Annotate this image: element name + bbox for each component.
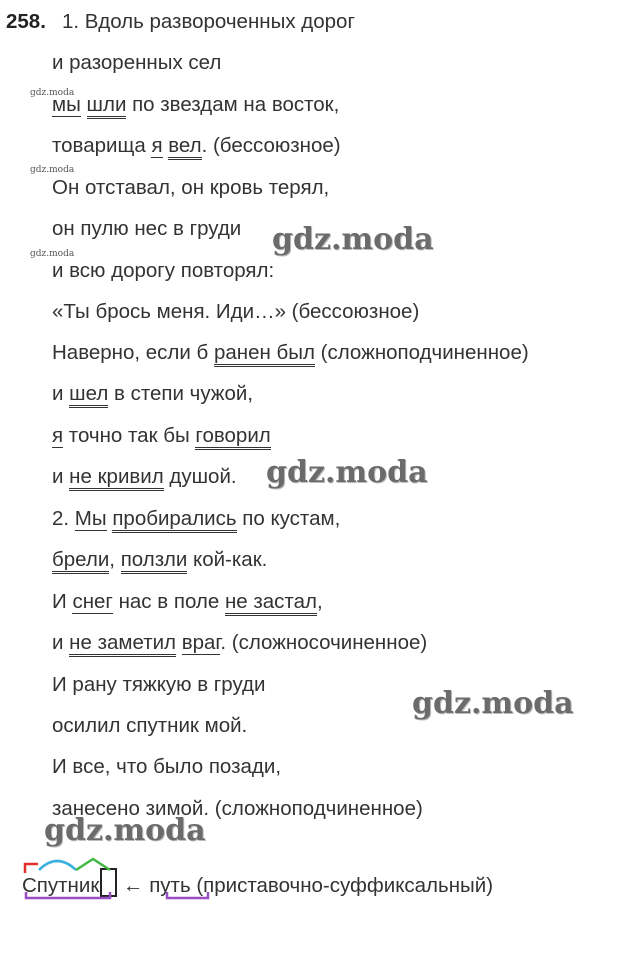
text: по звездам на восток, [126,93,340,116]
poem-line-18: осилил спутник мой. [52,714,248,737]
poem-line-20: занесено зимой. (сложноподчиненное) [52,797,423,820]
subject: мы [52,93,81,116]
text: нас в поле [112,590,225,613]
predicate: шел [69,382,108,408]
text: и [52,631,70,654]
poem-line-2: и разоренных сел [52,51,222,74]
watermark: gdz.moda [412,686,574,721]
predicate: шли [87,93,127,119]
watermark-small: gdz.moda [30,165,75,175]
subject: Мы [74,507,107,530]
predicate: не кривил [69,465,164,491]
watermark-small: gdz.moda [30,249,75,259]
predicate: вел [168,134,201,160]
subject: я [151,134,163,157]
predicate: пробирались [112,507,236,533]
poem-line-8: «Ты брось меня. Иди…» (бессоюзное) [52,300,420,323]
text: и [52,382,70,405]
text: точно так бы [63,424,196,447]
watermark: gdz.moda [266,455,428,490]
text: в степи чужой, [108,382,254,405]
text: Наверно, если б [52,341,214,364]
text: 2. [52,507,75,530]
analyzed-word: Спутник [22,874,100,897]
predicate: ползли [121,548,188,574]
derivation-arrow: ← [123,874,144,897]
subject: снег [72,590,113,613]
predicate: брели [52,548,109,574]
formation-method: (приставочно-суффиксальный) [196,874,494,897]
text: . (сложносочиненное) [220,631,428,654]
text: по кустам, [236,507,341,530]
text: кой-как. [187,548,268,571]
poem-line-17: И рану тяжкую в груди [52,673,266,696]
watermark: gdz.moda [272,222,434,257]
text: товарища [52,134,152,157]
suffix-mark [76,859,110,870]
poem-line-5: Он отставал, он кровь терял, [52,176,330,199]
poem-line-19: И все, что было позади, [52,755,282,778]
text: И [52,590,73,613]
text: , [109,548,121,571]
source-word: путь [149,874,191,897]
root-arc [39,861,76,870]
text: душой. [163,465,237,488]
word-base-bracket [26,892,110,898]
prefix-mark [25,864,38,873]
subject: враг [181,631,221,654]
predicate: не заметил [69,631,176,657]
poem-line-6: он пулю нес в груди [52,217,242,240]
source-base-bracket [167,892,208,898]
watermark: gdz.moda [44,813,206,848]
predicate: говорил [195,424,270,450]
predicate: ранен был [214,341,315,367]
poem-line-7: и всю дорогу повторял: [52,259,275,282]
text: . (бессоюзное) [201,134,341,157]
exercise-number: 258. [6,10,46,33]
text: (сложноподчиненное) [314,341,529,364]
poem-line-1: 1. Вдоль развороченных дорог [62,10,355,33]
subject: я [52,424,64,447]
predicate: не застал [225,590,317,616]
text: , [316,590,323,613]
text: и [52,465,70,488]
watermark-small: gdz.moda [30,88,75,98]
